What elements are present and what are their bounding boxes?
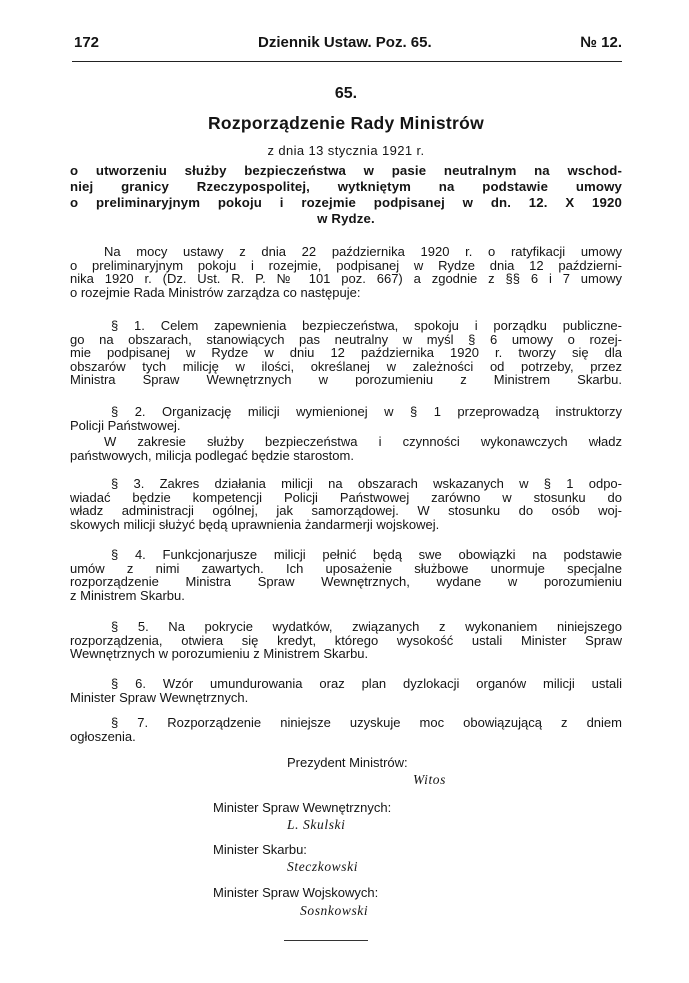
signature-name-interior: L. Skulski	[287, 817, 346, 832]
paragraph-2	[70, 405, 622, 432]
paragraph-line: go na obszarach, stanowiących pas neutralny w myśl § 6 umowy o rozej-	[70, 331, 622, 347]
paragraph-line: § 2. Organizację milicji wymienionej w § 1 przeprowadzą instruktorzy	[111, 404, 622, 419]
paragraph-line: W zakresie służby bezpieczeństwa i czynności wykonawczych władz	[104, 434, 622, 449]
paragraph-line: § 7. Rozporządzenie niniejsze uzyskuje moc obowiązującą z dniem	[111, 715, 622, 730]
paragraph-3	[70, 477, 622, 531]
act-number: 65.	[334, 85, 358, 102]
publication-title: Dziennik Ustaw. Poz. 65.	[258, 34, 432, 51]
paragraph-line: mie podpisanej w Rydze w dniu 12 października 1920 r. tworzy się dla	[70, 345, 622, 361]
paragraph-line: rozporządzenia, otwiera się kredyt, którego wysokość ustali Minister Spraw	[70, 632, 622, 648]
preamble-line: nika 1920 r. (Dz. Ust. R. P. № 101 poz. 667) a zgodnie z §§ 6 i 7 umowy	[70, 271, 622, 287]
subject-line: w Rydze.	[317, 211, 375, 226]
act-title: Rozporządzenie Rady Ministrów	[207, 113, 485, 133]
preamble-line: o preliminaryjnym pokoju i rozejmie, podpisanej w Rydze dnia 12 październi-	[70, 257, 622, 273]
paragraph-4	[70, 548, 622, 602]
signature-role-interior: Minister Spraw Wewnętrznych:	[213, 800, 392, 815]
signature-role-prime-minister: Prezydent Ministrów:	[287, 755, 408, 770]
paragraph-line: obszarów tych milicję w ilości, określanej w zależności od potrzeby, przez	[70, 358, 622, 374]
signature-role-military: Minister Spraw Wojskowych:	[213, 885, 379, 900]
issue-number: № 12.	[580, 34, 622, 51]
paragraph-2-cont	[70, 435, 622, 462]
paragraph-line: ogłoszenia.	[70, 728, 136, 744]
paragraph-line: Ministra Spraw Wewnętrznych w porozumieniu z Ministrem Skarbu.	[70, 372, 622, 388]
paragraph-line: skowych milicji służyć będą uprawnienia żandarmerji wojskowej.	[70, 516, 440, 532]
footer-rule	[284, 940, 368, 941]
page-header	[70, 34, 622, 56]
signature-name-treasury: Steczkowski	[287, 859, 359, 874]
header-rule	[72, 61, 622, 62]
paragraph-line: rozporządzenie Ministra Spraw Wewnętrznych, wydane w porozumieniu	[70, 574, 622, 590]
paragraph-line: § 4. Funkcjonarjusze milicji pełnić będą swe obowiązki na podstawie	[111, 547, 622, 562]
preamble-line: Na mocy ustawy z dnia 22 października 1920 r. o ratyfikacji umowy	[104, 244, 622, 259]
paragraph-line: z Ministrem Skarbu.	[70, 587, 185, 603]
preamble	[70, 245, 622, 299]
paragraph-5	[70, 620, 622, 661]
subject-line: niej granicy Rzeczypospolitej, wytkniętym na podstawie umowy	[70, 179, 622, 194]
signature-name-military: Sosnkowski	[300, 903, 369, 918]
paragraph-line: państwowych, milicja podlegać będzie starostom.	[70, 447, 354, 463]
preamble-line: o rozejmie Rada Ministrów zarządza co następuje:	[70, 284, 361, 300]
paragraph-line: Minister Spraw Wewnętrznych.	[70, 689, 249, 705]
subject-line: o utworzeniu służby bezpieczeństwa w pasie neutralnym na wschod-	[70, 163, 622, 178]
act-date: z dnia 13 stycznia 1921 r.	[267, 143, 425, 158]
paragraph-line: Wewnętrznych w porozumieniu z Ministrem Skarbu.	[70, 646, 369, 662]
paragraph-line: Policji Państwowej.	[70, 417, 181, 433]
paragraph-line: § 5. Na pokrycie wydatków, związanych z wykonaniem niniejszego	[111, 619, 622, 634]
paragraph-line: władz administracji ogólnej, jak samorządowej. W stosunku do osób woj-	[70, 503, 622, 519]
paragraph-line: umów z nimi zawartych. Ich uposażenie służbowe unormuje specjalne	[70, 560, 622, 576]
page-number: 172	[74, 34, 100, 51]
paragraph-line: § 6. Wzór umundurowania oraz plan dyzlokacji organów milicji ustali	[111, 676, 622, 691]
act-subject	[70, 163, 622, 227]
paragraph-1	[70, 319, 622, 387]
paragraph-line: wiadać będzie kompetencji Policji Państwowej zarówno w stosunku do	[70, 489, 622, 505]
signature-role-treasury: Minister Skarbu:	[213, 842, 307, 857]
signature-name-prime-minister: Witos	[413, 772, 447, 787]
subject-line: o preliminaryjnym pokoju i rozejmie podpisanej w dn. 12. X 1920	[70, 195, 622, 210]
paragraph-7	[70, 716, 622, 743]
paragraph-line: § 3. Zakres działania milicji na obszarach wskazanych w § 1 odpo-	[111, 476, 622, 491]
paragraph-line: § 1. Celem zapewnienia bezpieczeństwa, spokoju i porządku publiczne-	[111, 318, 622, 333]
paragraph-6	[70, 677, 622, 704]
